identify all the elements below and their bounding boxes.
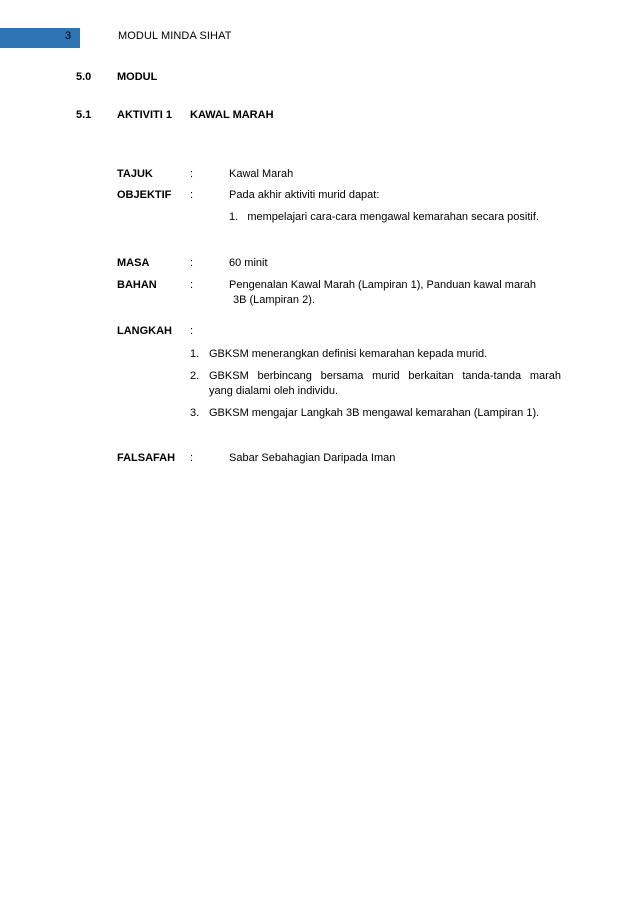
langkah-colon: : — [190, 325, 194, 337]
falsafah-colon: : — [190, 452, 194, 464]
subsection-label: AKTIVITI 1 — [117, 109, 173, 121]
section-title: MODUL — [117, 71, 158, 83]
objektif-item: 1. mempelajari cara-cara mengawal kemarahan secara positif. — [229, 211, 539, 223]
langkah-label: LANGKAH — [117, 325, 172, 337]
langkah-step-text: GBKSM menerangkan definisi kemarahan kepada murid. — [209, 348, 488, 360]
objektif-colon: : — [190, 189, 194, 201]
langkah-step-number: 3. — [190, 407, 200, 419]
section-number: 5.0 — [76, 71, 92, 83]
subsection-title: KAWAL MARAH — [190, 109, 274, 121]
langkah-step-number: 1. — [190, 348, 200, 360]
tajuk-value: Kawal Marah — [229, 168, 294, 180]
tajuk-label: TAJUK — [117, 168, 153, 180]
langkah-step-text-cont: yang dialami oleh individu. — [209, 385, 339, 397]
running-header-title: MODUL MINDA SIHAT — [118, 30, 232, 42]
bahan-value-line2: 3B (Lampiran 2). — [233, 294, 315, 306]
objektif-value: Pada akhir aktiviti murid dapat: — [229, 189, 380, 201]
subsection-number: 5.1 — [76, 109, 92, 121]
langkah-step-text: GBKSM mengajar Langkah 3B mengawal kemarahan (Lampiran 1). — [209, 407, 540, 419]
objektif-label: OBJEKTIF — [117, 189, 172, 201]
bahan-value-line1: Pengenalan Kawal Marah (Lampiran 1), Panduan kawal marah — [229, 279, 536, 291]
bahan-colon: : — [190, 279, 194, 291]
masa-colon: : — [190, 257, 194, 269]
langkah-step-number: 2. — [190, 370, 200, 382]
page-number: 3 — [65, 30, 72, 42]
bahan-label: BAHAN — [117, 279, 157, 291]
masa-value: 60 minit — [229, 257, 268, 269]
tajuk-colon: : — [190, 168, 194, 180]
langkah-step-text: GBKSM berbincang bersama murid berkaitan tanda-tanda marah — [209, 370, 561, 382]
masa-label: MASA — [117, 257, 150, 269]
falsafah-label: FALSAFAH — [117, 452, 176, 464]
falsafah-value: Sabar Sebahagian Daripada Iman — [229, 452, 396, 464]
